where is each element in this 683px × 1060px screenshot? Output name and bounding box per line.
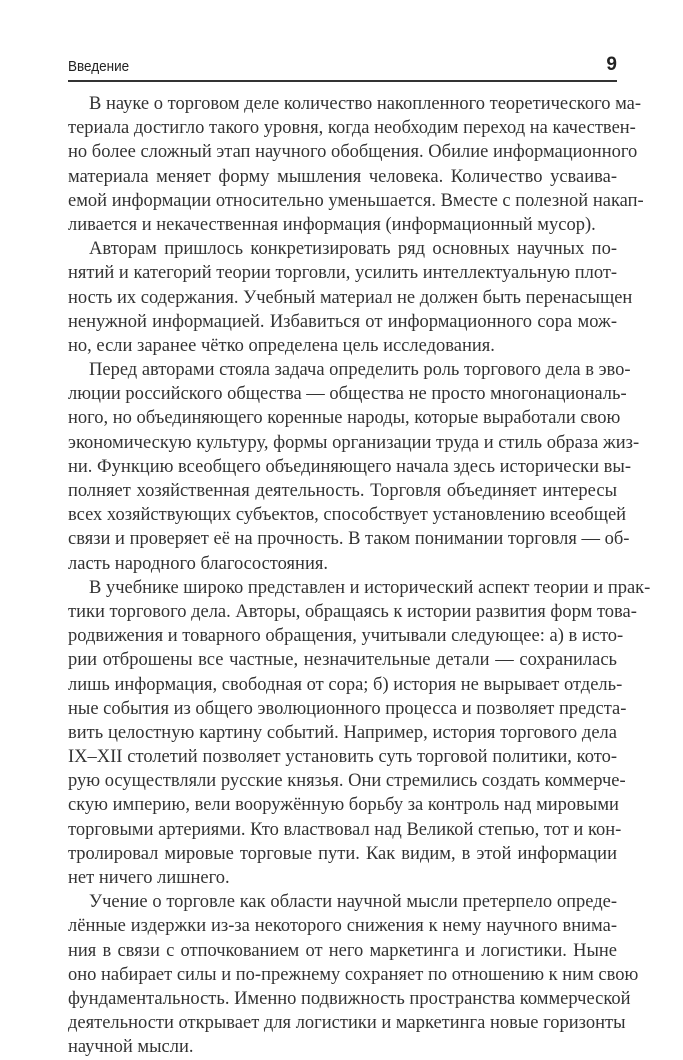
paragraph: [68, 92, 644, 237]
text-line: материала меняет форму мышления человека. Количество усваива-: [68, 166, 617, 187]
text-line: вить целостную картину событий. Например, история торгового дела: [68, 722, 617, 743]
text-line: Перед авторами стояла задача определить роль торгового дела в эво-: [89, 360, 631, 381]
text-line: Учение о торговле как области научной мысли претерпело опреде-: [89, 892, 617, 913]
text-line: всех хозяйствующих субъектов, способствует установлению всеобщей: [68, 505, 627, 526]
text-line: териала достигло такого уровня, когда необходим переход на качествен-: [68, 118, 636, 139]
body-text: [68, 92, 651, 1060]
text-line: деятельности открывает для логистики и маркетинга новые горизонты: [68, 1013, 626, 1034]
text-line: связи и проверяет её на прочность. В таком понимании торговля — об-: [68, 529, 630, 550]
text-line: оно набирает силы и по-прежнему сохраняет по отношению к ним свою: [68, 964, 639, 985]
text-line: рую осуществляли русские князья. Они стремились создать коммерче-: [68, 771, 626, 792]
text-line: ненужной информацией. Избавиться от информационного сора мож-: [68, 311, 617, 332]
text-line: ность их содержания. Учебный материал не должен быть перенасыщен: [68, 287, 633, 308]
text-line: нет ничего лишнего.: [68, 868, 230, 888]
text-line: ни. Функцию всеобщего объединяющего начала здесь исторически вы-: [68, 456, 632, 477]
text-line: но, если заранее чётко определена цель исследования.: [68, 335, 495, 356]
text-line: тики торгового дела. Авторы, обращаясь к истории развития форм това-: [68, 601, 637, 622]
text-line: Авторам пришлось конкретизировать ряд основных научных по-: [89, 239, 617, 260]
text-line: но более сложный этап научного обобщения. Обилие информационного: [68, 142, 638, 163]
text-line: родвижения и товарного обращения, учитывали следующее: а) в исто-: [68, 626, 624, 647]
text-line: IX–XII столетий позволяет установить суть торговой политики, кото-: [68, 747, 617, 768]
text-line: лишь информация, свободная от сора; б) история не вырывает отдель-: [68, 674, 623, 695]
text-line: нятий и категорий теории торговли, усилить интеллектуальную плот-: [68, 263, 618, 284]
section-title: Введение: [68, 58, 130, 75]
text-line: ния в связи с отпочкованием от него маркетинга и логистики. Ныне: [68, 940, 617, 961]
text-line: ного, но объединяющего коренные народы, которые выработали свою: [68, 408, 621, 429]
page-number: 9: [606, 54, 617, 75]
text-line: научной мысли.: [68, 1037, 194, 1058]
text-line: емой информации относительно уменьшается. Вместе с полезной накап-: [68, 190, 644, 211]
text-line: ливается и некачественная информация (информационный мусор).: [68, 214, 596, 235]
text-line: рии отброшены все частные, незначительные детали — сохранилась: [68, 650, 617, 671]
text-line: ные события из общего эволюционного процесса и позволяет предста-: [68, 698, 627, 719]
paragraph: [68, 890, 639, 1059]
paragraph: [68, 358, 640, 576]
text-line: экономическую культуру, формы организации труда и стиль образа жиз-: [68, 432, 640, 453]
text-line: лённые издержки из-за некоторого снижения к нему научного внима-: [68, 916, 617, 937]
text-line: полняет хозяйственная деятельность. Торговля объединяет интересы: [68, 481, 617, 501]
text-line: торговыми артериями. Кто властвовал над Великой степью, тот и кон-: [68, 819, 622, 840]
text-line: В науке о торговом деле количество накопленного теоретического ма-: [89, 94, 642, 114]
paragraph: [68, 576, 651, 890]
text-line: тролировал мировые торговые пути. Как видим, в этой информации: [68, 843, 617, 864]
paragraph: [68, 237, 633, 358]
text-line: фундаментальность. Именно подвижность пространства коммерческой: [68, 988, 631, 1009]
running-header: [68, 56, 617, 82]
text-line: В учебнике широко представлен и исторический аспект теории и прак-: [89, 577, 651, 598]
text-line: люции российского общества — общества не просто многонациональ-: [68, 384, 627, 405]
text-line: скую империю, вели вооружённую борьбу за контроль над мировыми: [68, 795, 619, 816]
text-line: ласть народного благосостояния.: [68, 553, 328, 574]
